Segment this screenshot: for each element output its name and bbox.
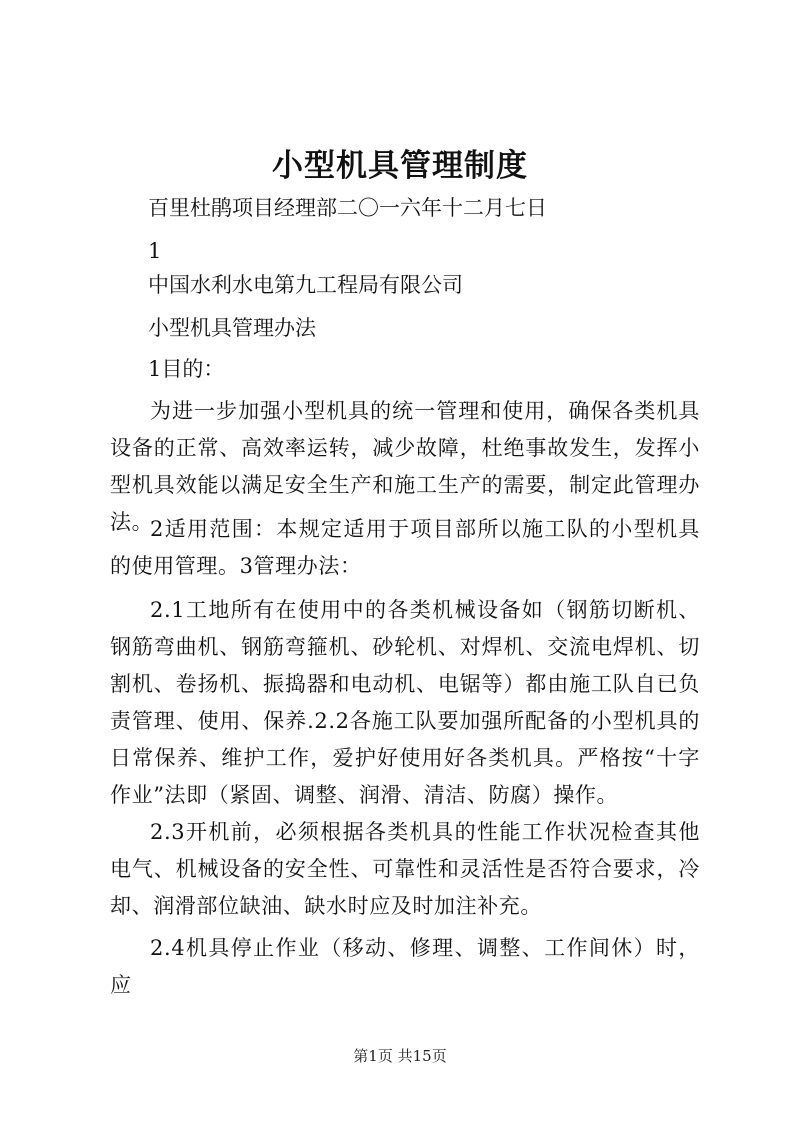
- section-purpose-heading: 1目的：: [148, 357, 225, 381]
- project-dept-date-line: 百里杜鹃项目经理部二〇一六年十二月七日: [148, 196, 547, 220]
- paragraph-2-4: 2.4机具停止作业（移动、修理、调整、工作间休）时，应: [110, 936, 700, 997]
- paragraph-2-3: 2.3开机前，必须根据各类机具的性能工作状况检查其他电气、机械设备的安全性、可靠性和灵活性是否符合要求，冷却、润滑部位缺油、缺水时应及时加注补充。: [110, 820, 700, 918]
- company-name-line: 中国水利水电第九工程局有限公司: [148, 273, 463, 297]
- page-footer: 第1页 共15页: [353, 1047, 447, 1065]
- method-title-line: 小型机具管理办法: [148, 316, 316, 340]
- document-title: 小型机具管理制度: [272, 148, 528, 184]
- paragraph-scope: 2适用范围：本规定适用于项目部所以施工队的小型机具的使用管理。3管理办法：: [110, 517, 700, 578]
- paragraph-2-1: 2.1工地所有在使用中的各类机械设备如（钢筋切断机、钢筋弯曲机、钢筋弯箍机、砂轮机、对焊机、交流电焊机、切割机、卷扬机、振捣器和电动机、电锯等）都由施工队自已负责管理、使用、保养.2.2各施工队要加强所配备的小型机具的日常保养、维护工作，爱护好使用好各类机具。严格按“十字作业”法即（紧固、调整、润滑、清洁、防腐）操作。: [110, 598, 700, 807]
- paragraph-purpose: 为进一步加强小型机具的统一管理和使用，确保各类机具设备的正常、高效率运转，减少故障，杜绝事故发生，发挥小型机具效能以满足安全生产和施工生产的需要，制定此管理办法。: [110, 399, 700, 534]
- page-number-line: 1: [148, 239, 162, 263]
